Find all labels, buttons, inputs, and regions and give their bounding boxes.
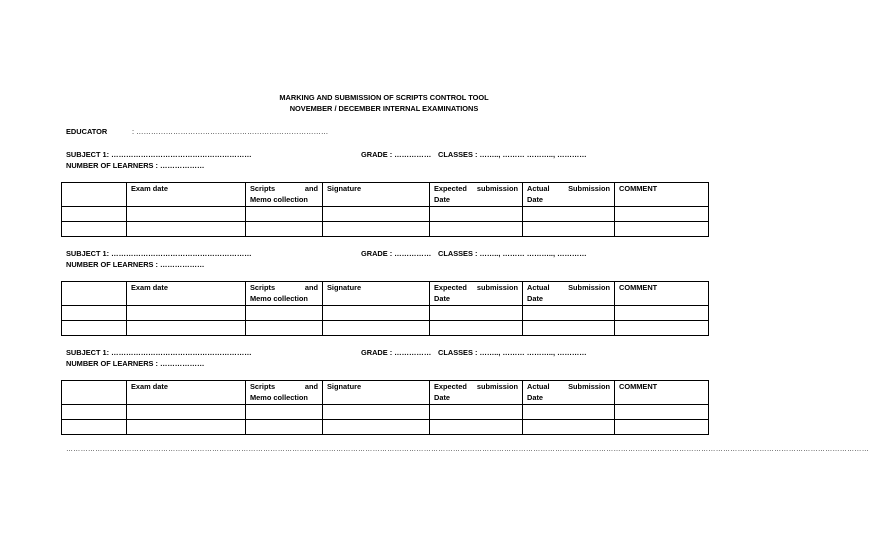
table-header-row [62,183,709,207]
educator-field: : …………………………………………………………………… [132,127,329,136]
table-row [62,207,709,222]
header-expected-date: Expected submission Date [430,381,523,405]
classes-field: CLASSES : …….., ……… ……….., ………… [438,249,587,258]
header-scripts-memo: Scripts and Memo collection [246,282,323,306]
table-row [62,306,709,321]
footer-dotted-line: …………………………………………………………………………………………………………………………………………………………………………………………………………………………………………………………………………………………………… [66,446,869,453]
control-table-1 [61,182,709,237]
header-exam-date: Exam date [127,183,246,207]
subject-field: SUBJECT 1: ………………………………………………… [66,348,252,357]
header-expected-date: Expected submission Date [430,183,523,207]
learners-field: NUMBER OF LEARNERS : ……………… [66,359,205,368]
header-exam-date: Exam date [127,282,246,306]
subject-field: SUBJECT 1: ………………………………………………… [66,249,252,258]
classes-field: CLASSES : …….., ……… ……….., ………… [438,150,587,159]
control-table-2 [61,281,709,336]
table-row [62,405,709,420]
table-row [62,420,709,435]
header-comment: COMMENT [615,381,709,405]
table-row [62,321,709,336]
header-scripts-memo: Scripts and Memo collection [246,183,323,207]
header-comment: COMMENT [615,183,709,207]
table-header-row [62,381,709,405]
grade-field: GRADE : …………… [361,249,432,258]
header-scripts-memo: Scripts and Memo collection [246,381,323,405]
classes-field: CLASSES : …….., ……… ……….., ………… [438,348,587,357]
subject-field: SUBJECT 1: ………………………………………………… [66,150,252,159]
header-actual-date: Actual Submission Date [523,381,615,405]
header-actual-date: Actual Submission Date [523,183,615,207]
header-blank [62,183,127,207]
learners-field: NUMBER OF LEARNERS : ……………… [66,161,205,170]
control-table-3 [61,380,709,435]
document-subtitle: NOVEMBER / DECEMBER INTERNAL EXAMINATIONS [289,104,479,113]
header-signature: Signature [323,282,430,306]
header-expected-date: Expected submission Date [430,282,523,306]
header-exam-date: Exam date [127,381,246,405]
header-blank [62,282,127,306]
header-signature: Signature [323,183,430,207]
educator-label: EDUCATOR [66,127,108,136]
learners-field: NUMBER OF LEARNERS : ……………… [66,260,205,269]
grade-field: GRADE : …………… [361,348,432,357]
table-row [62,222,709,237]
header-actual-date: Actual Submission Date [523,282,615,306]
document-title: MARKING AND SUBMISSION OF SCRIPTS CONTROL TOOL [279,93,489,102]
grade-field: GRADE : …………… [361,150,432,159]
header-comment: COMMENT [615,282,709,306]
header-blank [62,381,127,405]
header-signature: Signature [323,381,430,405]
table-header-row [62,282,709,306]
